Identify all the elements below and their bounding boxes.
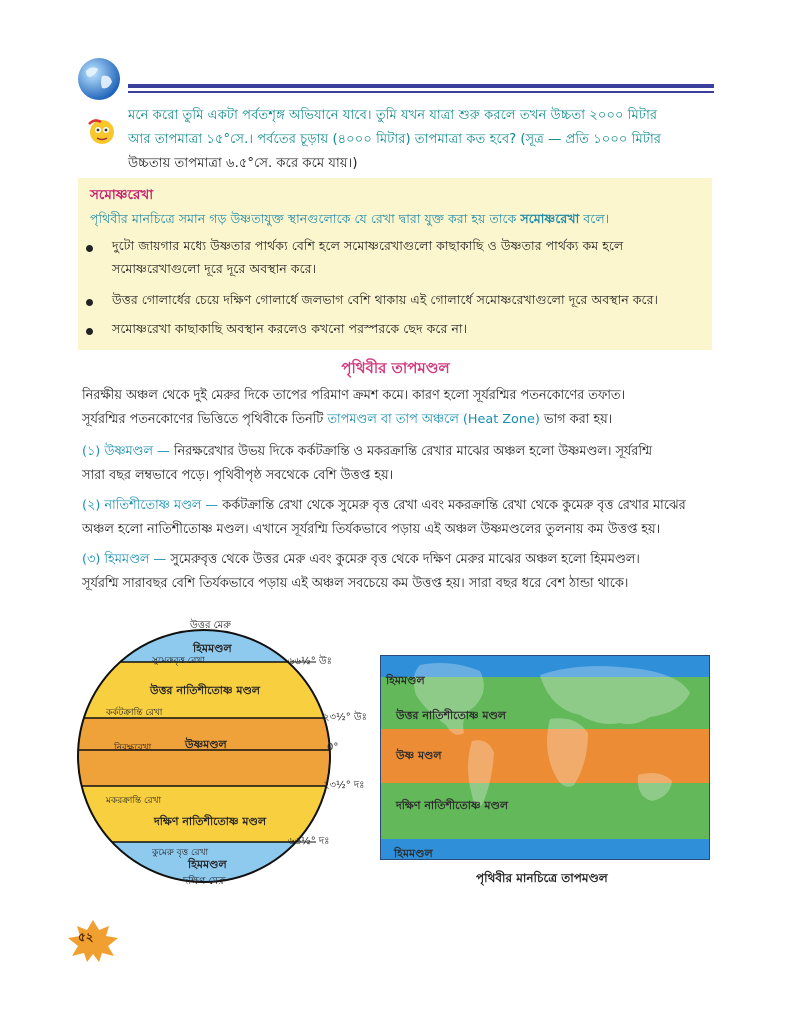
bullet-line: সমোষ্ণরেখা কাছাকাছি অবস্থান করলেও কখনো পরস্পরকে ছেদ করে না। [112, 321, 468, 336]
zone-line: অঞ্চল হলো নাতিশীতোষ্ণ মণ্ডল। এখানে সূর্যরশ্মি তির্যকভাবে পড়ায় এই অঞ্চল উষ্ণমণ্ডলের তুলনায় কম উত্তপ্ত হয়। [82, 522, 661, 537]
bullet-item [112, 234, 712, 280]
page-number: ৫২ [78, 930, 94, 944]
frigid-north-label: হিমমণ্ডল [193, 642, 232, 655]
zone-text: নিরক্ষরেখার উভয় দিকে কর্কটক্রান্তি ও মকরক্রান্তি রেখার মাঝের অঞ্চল হলো উষ্ণমণ্ডল। সূর্যরশ্মি [169, 444, 652, 459]
isotherm-definition-end: বলে। [579, 211, 610, 226]
zone-paragraph-frigid [82, 548, 712, 596]
antarctic-circle-label: কুমেরু বৃত্ত রেখা [152, 848, 209, 858]
paragraph-line-2 [82, 408, 712, 432]
map-caption: পৃথিবীর মানচিত্রে তাপমণ্ডল [476, 871, 608, 885]
arctic-circle-label: সুমেরুবৃত্ত রেখা [152, 656, 205, 666]
temperate-north-label: উত্তর নাতিশীতোষ্ণ মণ্ডল [150, 684, 261, 697]
zone-term: (২) নাতিশীতোষ্ণ মণ্ডল — [82, 498, 219, 513]
bullet-item [112, 317, 712, 340]
heat-zone-term: তাপমণ্ডল বা তাপ অঞ্চলে (Heat Zone) [327, 412, 540, 427]
latitude-0-label: 0° [327, 742, 339, 753]
north-pole-label: উত্তর মেরু [190, 620, 231, 631]
bullet-line: সমোষ্ণরেখাগুলো দূরে দূরে অবস্থান করে। [112, 261, 317, 276]
zone-text: সুমেরুবৃত্ত থেকে উত্তর মেরু এবং কুমেরু বৃত্ত থেকে দক্ষিণ মেরুর মাঝের অঞ্চল হলো হিমমণ্ডল। [166, 552, 640, 567]
south-pole-label: দক্ষিণ মেরু [183, 876, 226, 887]
bullet-line: উত্তর গোলার্ধের চেয়ে দক্ষিণ গোলার্ধে জলভাগ বেশি থাকায় এই গোলার্ধে সমোষ্ণরেখাগুলো দূরে অবস্থান করে। [112, 292, 659, 307]
zone-term: (৩) হিমমণ্ডল — [82, 552, 167, 567]
intro-line-1: মনে করো তুমি একটা পর্বতশৃঙ্গ অভিযানে যাবে। তুমি যখন যাত্রা শুরু করলে তখন উচ্চতা ২০০০ মিটার [128, 108, 658, 123]
zone-line: সারা বছর লম্বভাবে পড়ে। পৃথিবীপৃষ্ঠ সবথেকে বেশি উত্তপ্ত হয়। [82, 468, 394, 483]
frigid-south-label: হিমমণ্ডল [188, 858, 227, 871]
paragraph-line: নিরক্ষীয় অঞ্চল থেকে দুই মেরুর দিকে তাপের পরিমাণ ক্রমশ কমে। কারণ হলো সূর্যরশ্মির পতনকোণের তফাত। [82, 388, 626, 403]
isotherm-title: সমোষ্ণরেখা [90, 187, 154, 203]
zone-paragraph-torrid [82, 440, 712, 488]
bullet-item [112, 288, 712, 311]
zone-paragraph-temperate [82, 494, 712, 542]
latitude-23n-label: ২৩½° উঃ [323, 712, 367, 723]
torrid-label: উষ্ণমণ্ডল [185, 738, 227, 751]
zone-line [82, 494, 712, 518]
zone-text: কর্কটক্রান্তি রেখা থেকে সুমেরু বৃত্ত রেখা এবং মকরক্রান্তি রেখা থেকে কুমেরু বৃত্ত রেখার মাঝের [218, 498, 686, 513]
map-label-frigid-north: হিমমণ্ডল [386, 674, 425, 687]
isotherm-definition-text: পৃথিবীর মানচিত্রে সমান গড় উষ্ণতাযুক্ত স্থানগুলোকে যে রেখা দ্বারা যুক্ত করা হয় তাকে [90, 211, 521, 226]
map-label-frigid-south: হিমমণ্ডল [394, 847, 433, 860]
latitude-66n-label: ৬৬½° উঃ [288, 656, 332, 667]
bullet-line: দুটো জায়গার মধ্যে উষ্ণতার পার্থক্য বেশি হলে সমোষ্ণরেখাগুলো কাছাকাছি ও উষ্ণতার পার্থক্য কম হলে [112, 238, 624, 253]
zone-term: (১) উষ্ণমণ্ডল — [82, 444, 170, 459]
equator-label: নিরক্ষরেখা [114, 743, 152, 753]
tropic-cancer-label: কর্কটক্রান্তি রেখা [106, 708, 163, 718]
zone-line [82, 548, 712, 572]
zone-line: সূর্যরশ্মি সারাবছর বেশি তির্যকভাবে পড়ায় এই অঞ্চল সবচেয়ে কম উত্তপ্ত হয়। সারা বছর ধরে বেশ ঠান্ডা থাকে। [82, 576, 629, 591]
map-label-temperate-north: উত্তর নাতিশীতোষ্ণ মণ্ডল [396, 709, 507, 722]
thinking-face-icon [86, 116, 118, 146]
section-heading: পৃথিবীর তাপমণ্ডল [341, 359, 450, 377]
latitude-66s-label: ৬৬½° দঃ [288, 836, 330, 847]
bullet-dot [86, 299, 93, 306]
header-rule [128, 84, 714, 88]
bullet-dot [86, 328, 93, 335]
map-label-torrid: উষ্ণ মণ্ডল [396, 749, 442, 762]
header-rule-thin [128, 91, 714, 93]
map-label-temperate-south: দক্ষিণ নাতিশীতোষ্ণ মণ্ডল [396, 799, 509, 812]
paragraph-text-end: ভাগ করা হয়। [539, 412, 613, 427]
isotherm-term: সমোষ্ণরেখা [520, 211, 580, 226]
paragraph-text: সূর্যরশ্মির পতনকোণের ভিত্তিতে পৃথিবীকে তিনটি [82, 412, 328, 427]
intro-question [128, 104, 712, 176]
intro-paragraph [82, 384, 712, 432]
zone-line [82, 440, 712, 464]
temperate-south-label: দক্ষিণ নাতিশীতোষ্ণ মণ্ডল [154, 815, 267, 828]
intro-line-3: উচ্চতায় তাপমাত্রা ৬.৫°সে. করে কমে যায়।) [128, 156, 358, 171]
intro-line-2: আর তাপমাত্রা ১৫°সে.। পর্বতের চূড়ায় (৪০০০ মিটার) তাপমাত্রা কত হবে? (সূত্র — প্রতি ১০০০ মিটার [128, 132, 662, 147]
globe-icon [76, 56, 122, 102]
latitude-23s-label: ২৩½° দঃ [323, 780, 365, 791]
tropic-capricorn-label: মকরক্রান্তি রেখা [106, 796, 162, 806]
bullet-dot [86, 245, 93, 252]
isotherm-definition [90, 211, 708, 231]
